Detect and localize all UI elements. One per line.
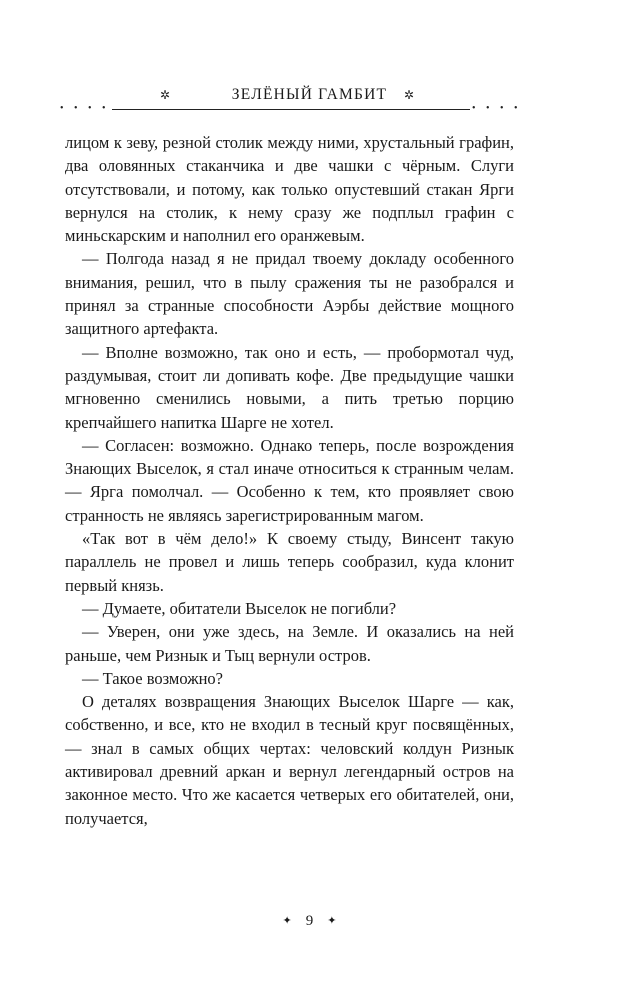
paragraph: — Думаете, обитатели Выселок не погибли? [82,598,397,618]
paragraph: — Уверен, они уже здесь, на Земле. И оказались на ней раньше, чем Ризнык и Тыц вернули остров. [65,622,514,665]
body-text [65,131,514,830]
ornament-icon: ✲ [404,88,415,102]
paragraph: «Так вот в чём дело!» К своему стыду, Винсент такую параллель не провел и лишь теперь сообразил, куда клонит первый князь. [65,529,514,595]
book-title: ЗЕЛЁНЫЙ ГАМБИТ [231,86,388,103]
page-number: 9 [305,913,314,929]
paragraph: лицом к зеву, резной столик между ними, хрустальный графин, два оловянных стаканчика и две чашки с чёрным. Слуги отсутствовали, и потому, как только опустевший стакан Ярги вернулся на столик, к нему сразу же подплыл графин с миньскарским и наполнил его оранжевым. [65,133,514,246]
page-footer [0,911,619,931]
paragraph: О деталях возвращения Знающих Выселок Шарге — как, собственно, и все, кто не входил в тесный круг посвящённых, — знал в самых общих чертах: человский колдун Ризнык активировал древний аркан и вернул легендарный остров на законное место. Что же касается четверых его обитателей, они, получается, [65,692,514,828]
ornament-icon: ✲ [160,88,171,102]
paragraph: — Согласен: возможно. Однако теперь, после возрождения Знающих Выселок, я стал иначе относиться к странным челам. — Ярга помолчал. — Особенно к тем, кто проявляет свою странность не являясь зарегистрированным магом. [65,435,514,525]
star-icon: ✦ [327,915,337,927]
paragraph: — Полгода назад я не придал твоему докладу особенного внимания, решил, что в пылу сражения ты не разобрался и принял за странные способности Аэрбы действие мощного защитного артефакта. [65,249,514,339]
paragraph: — Такое возможно? [82,668,223,688]
dots-ornament-right: • • • • [472,103,522,114]
header-rule [64,109,516,110]
star-icon: ✦ [282,915,292,927]
dots-ornament-left: • • • • [60,103,110,114]
paragraph: — Вполне возможно, так оно и есть, — пробормотал чуд, раздумывая, стоит ли допивать кофе. Две предыдущие чашки мгновенно сменились новыми, а пить третью порцию крепчайшего напитка Шарге не хотел. [65,342,514,432]
